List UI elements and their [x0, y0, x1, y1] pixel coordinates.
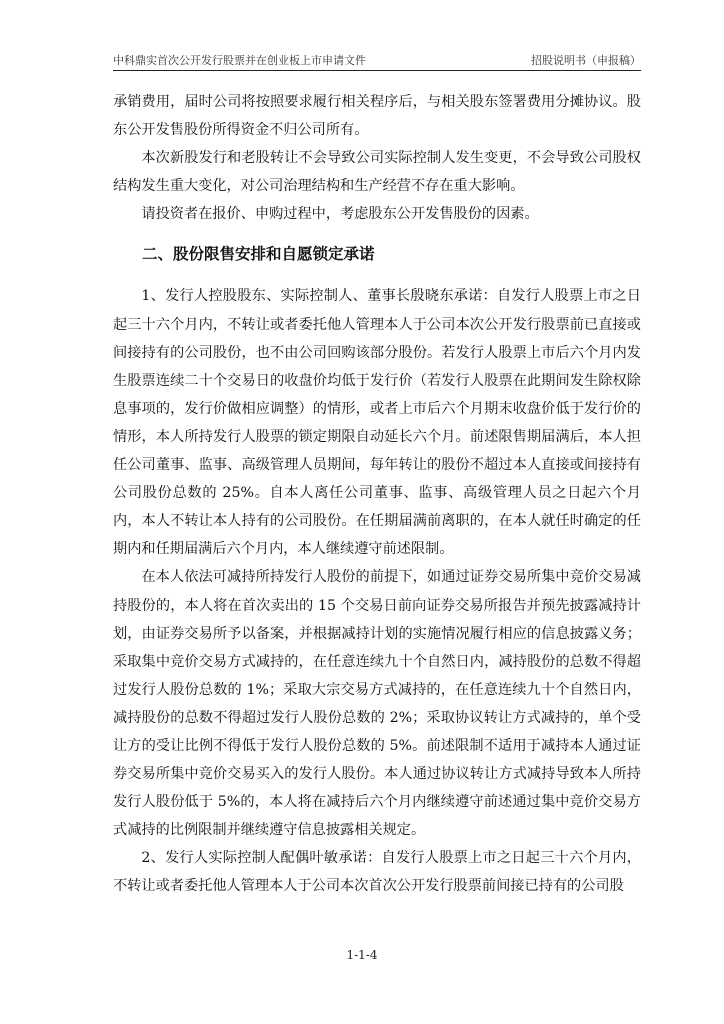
paragraph: 在本人依法可减持所持发行人股份的前提下，如通过证券交易所集中竞价交易减持股份的，本人将在首次卖出的 15 个交易日前向证券交易所报告并预先披露减持计划，由证券交易所予以备案，并根据减持计划的实施情况履行相应的信息披露义务；采取集中竞价交易方式减持的，在任意连续九十个自然日内，减持股份的总数不得超过发行人股份总数的 1%；采取大宗交易方式减持的，在任意连续九十个自然日内，减持股份的总数不得超过发行人股份总数的 2%；采取协议转让方式减持的，单个受让方的受让比例不得低于发行人股份总数的 5%。前述限制不适用于减持本人通过证券交易所集中竞价交易买入的发行人股份。本人通过协议转让方式减持导致本人所持发行人股份低于 5%的，本人将在减持后六个月内继续遵守前述通过集中竞价交易方式减持的比例限制并继续遵守信息披露相关规定。 — [113, 569, 641, 839]
section-heading: 二、股份限售安排和自愿锁定承诺 — [142, 245, 375, 264]
header-left-title: 中科鼎实首次公开发行股票并在创业板上市申请文件 — [113, 54, 366, 67]
header-right-title: 招股说明书（申报稿） — [531, 54, 641, 67]
paragraph: 1、发行人控股股东、实际控制人、董事长殷晓东承诺：自发行人股票上市之日起三十六个月内，不转让或者委托他人管理本人于公司本次公开发行股票前已直接或间接持有的公司股份，也不由公司回购该部分股份。若发行人股票上市后六个月内发生股票连续二十个交易日的收盘价均低于发行价（若发行人股票在此期间发生除权除息事项的，发行价做相应调整）的情形，或者上市后六个月期末收盘价低于发行价的情形，本人所持发行人股票的锁定期限自动延长六个月。前述限售期届满后，本人担任公司董事、监事、高级管理人员期间，每年转让的股份不超过本人直接或间接持有公司股份总数的 25%。自本人离任公司董事、监事、高级管理人员之日起六个月内，本人不转让本人持有的公司股份。在任期届满前离职的，在本人就任时确定的任期内和任期届满后六个月内，本人继续遵守前述限制。 — [113, 288, 641, 558]
page-number: 1-1-4 — [346, 948, 378, 962]
paragraph: 本次新股发行和老股转让不会导致公司实际控制人发生变更，不会导致公司股权结构发生重大变化，对公司治理结构和生产经营不存在重大影响。 — [113, 150, 641, 195]
page-header — [113, 50, 641, 71]
paragraph: 请投资者在报价、申购过程中，考虑股东公开发售股份的因素。 — [141, 206, 539, 223]
paragraph: 2、发行人实际控制人配偶叶敏承诺：自发行人股票上市之日起三十六个月内，不转让或者委托他人管理本人于公司本次首次公开发行股票前间接已持有的公司股 — [113, 850, 641, 895]
paragraph: 承销费用，届时公司将按照要求履行相关程序后，与相关股东签署费用分摊协议。股东公开发售股份所得资金不归公司所有。 — [113, 94, 641, 139]
page-content — [113, 88, 641, 901]
